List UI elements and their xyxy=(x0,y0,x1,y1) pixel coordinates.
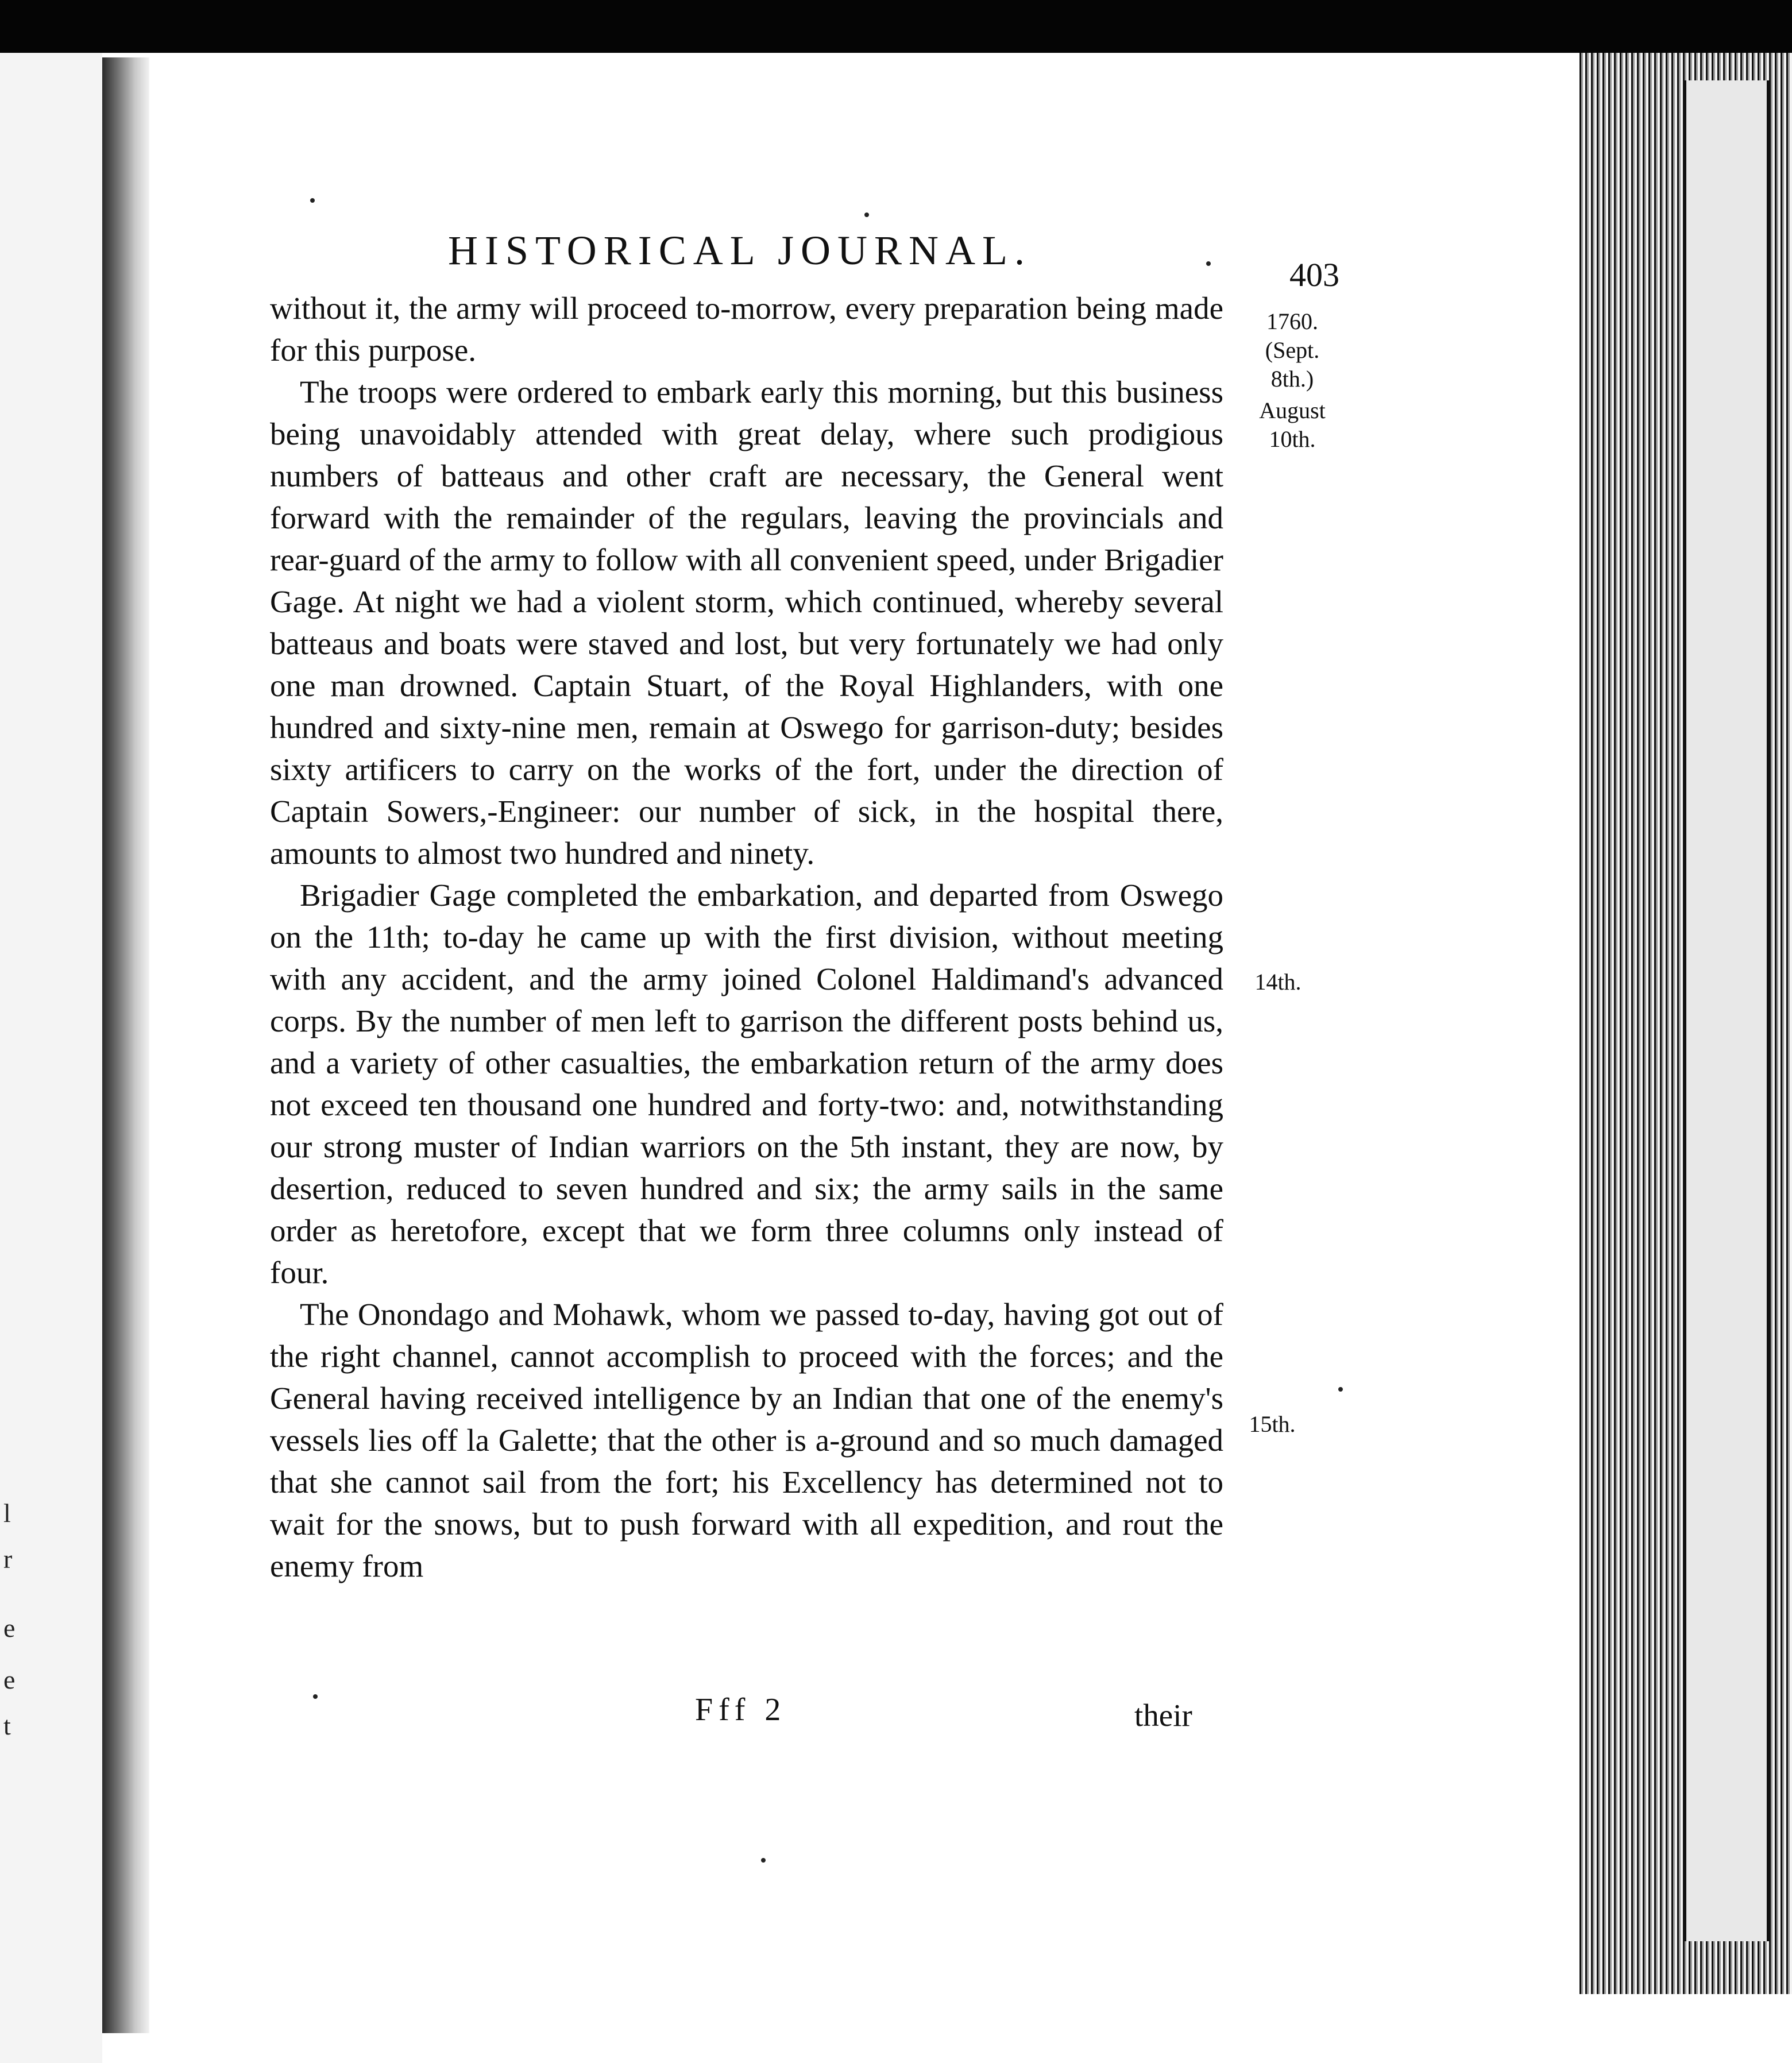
margin-note-date: 15th. xyxy=(1249,1411,1296,1437)
catchword: their xyxy=(1134,1698,1192,1733)
paragraph: The Onondago and Mohawk, whom we passed to-day, having got out of the right channel, cannot accomplish to proceed with the forces; and the General having received intelligence by an Indian that one of the enemy's vessels lies off la Galette; that the other is a-ground and so much damaged that she cannot sail from the fort; his Excellency has determined not to wait for the snows, but to push forward with all expedition, and rout the enemy from xyxy=(270,1297,1223,1583)
margin-note-date: 14th. xyxy=(1254,969,1301,995)
facing-page-letter: r xyxy=(3,1544,13,1574)
paper-speck xyxy=(1338,1387,1343,1392)
margin-note-month: August xyxy=(1259,397,1326,423)
facing-page-letter: e xyxy=(3,1613,16,1643)
body-text xyxy=(270,287,1223,1587)
facing-page-letter: l xyxy=(3,1498,11,1528)
facing-page-edge xyxy=(0,53,102,2063)
paper-speck xyxy=(313,1694,318,1699)
page-number: 403 xyxy=(1289,256,1339,293)
paragraph: without it, the army will proceed to-morrow, every preparation being made for this purpose. xyxy=(270,291,1223,368)
facing-page-letter: t xyxy=(3,1711,11,1740)
margin-note-sept-day: 8th.) xyxy=(1270,366,1314,392)
margin-note-year: 1760. xyxy=(1266,308,1318,334)
paper-speck xyxy=(310,198,315,203)
margin-note-date: 10th. xyxy=(1269,426,1316,452)
paper-speck xyxy=(864,213,869,217)
book-gutter-shadow xyxy=(102,57,149,2033)
paragraph: Brigadier Gage completed the embarkation, and departed from Oswego on the 11th; to-day he came up with the first division, without meeting with any accident, and the army joined Colonel Haldimand's advanced corps. By the number of men left to garrison the different posts behind us, and a variety of other casualties, the embarkation return of the army does not exceed ten thousand one hundred and forty-two: and, notwithstanding our strong muster of Indian warriors on the 5th instant, they are now, by desertion, reduced to seven hundred and six; the army sails in the same order as heretofore, except that we form three columns only instead of four. xyxy=(270,878,1223,1290)
margin-note-sept: (Sept. xyxy=(1265,337,1320,363)
paper-speck xyxy=(1206,261,1211,266)
scan-background-top xyxy=(0,0,1792,53)
paper-speck xyxy=(761,1858,766,1863)
facing-page-letter: e xyxy=(3,1665,16,1694)
book-cover-edge xyxy=(1683,80,1770,1941)
signature-mark: Fff 2 xyxy=(695,1692,787,1728)
paragraph: The troops were ordered to embark early this morning, but this business being unavoidably attended with great delay, where such prodigious numbers of batteaus and other craft are necessary, the General went forward with the remainder of the regulars, leaving the provincials and rear-guard of the army to follow with all convenient speed, under Brigadier Gage. At night we had a violent storm, which continued, whereby several batteaus and boats were staved and lost, but very fortunately we had only one man drowned. Captain Stuart, of the Royal Highlanders, with one hundred and sixty-nine men, remain at Oswego for garrison-duty; besides sixty artificers to carry on the works of the fort, under the direction of Captain Sowers,-Engineer: our number of sick, in the hospital there, amounts to almost two hundred and ninety. xyxy=(270,374,1223,871)
running-head: HISTORICAL JOURNAL. xyxy=(448,227,1032,273)
